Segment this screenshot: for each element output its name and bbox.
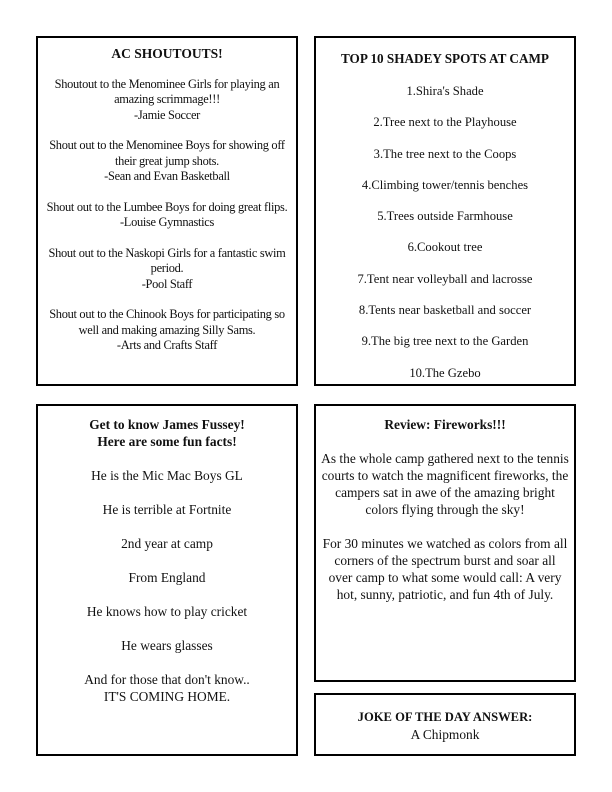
shoutout-item [40, 307, 294, 354]
spot-item: 10.The Gzebo [409, 365, 481, 380]
shoutout-item [40, 200, 294, 231]
spot-item: 6.Cookout tree [407, 240, 483, 255]
joke-answer: A Chipmonk [410, 727, 480, 742]
spot-item: 7.Tent near volleyball and lacrosse [357, 271, 533, 286]
fact-item: 2nd year at camp [121, 536, 213, 551]
james-title-line2: Here are some fun facts! [97, 434, 237, 449]
shoutout-item [40, 246, 294, 293]
fireworks-title: Review: Fireworks!!! [384, 417, 506, 432]
fireworks-review-box [314, 404, 576, 682]
shoutout-author: -Louise Gymnastics [119, 215, 215, 229]
shoutout-text: Shout out to the Menominee Boys for showing off their great jump shots. [49, 138, 285, 168]
james-facts-box [36, 404, 298, 756]
shoutout-author: -Jamie Soccer [134, 107, 200, 122]
shoutouts-title: AC SHOUTOUTS! [111, 46, 223, 61]
fact-item: He knows how to play cricket [86, 604, 248, 619]
spot-item: 2.Tree next to the Playhouse [373, 115, 517, 130]
spot-item: 1.Shira's Shade [406, 84, 484, 98]
closing-line2: IT'S COMING HOME. [103, 689, 231, 704]
closing-line1: And for those that don't know.. [84, 672, 250, 687]
shoutout-author: -Arts and Crafts Staff [116, 338, 218, 352]
spot-item: 9.The big tree next to the Garden [361, 334, 529, 349]
spot-item: 4.Climbing tower/tennis benches [361, 177, 529, 192]
shoutout-text: Shoutout to the Menominee Girls for playing an amazing scrimmage!!! [54, 76, 280, 106]
shoutout-text: Shout out to the Chinook Boys for participating so well and making amazing Silly Sams. [49, 307, 285, 337]
fact-item: He wears glasses [121, 638, 213, 653]
review-paragraph: As the whole camp gathered next to the tennis courts to watch the magnificent fireworks, the campers sat in awe of the amazing bright colors flying through the sky! [321, 451, 569, 517]
fact-item: From England [128, 570, 206, 585]
shadey-spots-title: TOP 10 SHADEY SPOTS AT CAMP [341, 51, 549, 66]
james-title-line1: Get to know James Fussey! [89, 417, 245, 432]
shoutouts-box [36, 36, 298, 386]
fact-item: He is the Mic Mac Boys GL [91, 468, 243, 483]
fact-item: He is terrible at Fortnite [102, 502, 232, 517]
shoutout-author: -Pool Staff [141, 276, 193, 291]
spot-item: 8.Tents near basketball and soccer [358, 303, 532, 318]
shoutout-item [40, 77, 294, 124]
james-header [38, 416, 296, 450]
joke-answer-box [314, 693, 576, 756]
joke-title: JOKE OF THE DAY ANSWER: [357, 710, 533, 724]
review-paragraph: For 30 minutes we watched as colors from all corners of the spectrum burst and soar all over camp to what some would call: A very hot, sunny, patriotic, and fun 4th of July. [322, 536, 568, 602]
shoutout-text: Shout out to the Naskopi Girls for a fantastic swim period. [48, 245, 286, 275]
shoutout-text: Shout out to the Lumbee Boys for doing great flips. [46, 199, 288, 214]
spot-item: 3.The tree next to the Coops [373, 146, 517, 161]
spot-item: 5.Trees outside Farmhouse [377, 209, 513, 224]
shadey-spots-box [314, 36, 576, 386]
shoutout-item [40, 138, 294, 185]
shoutout-author: -Sean and Evan Basketball [104, 169, 230, 183]
